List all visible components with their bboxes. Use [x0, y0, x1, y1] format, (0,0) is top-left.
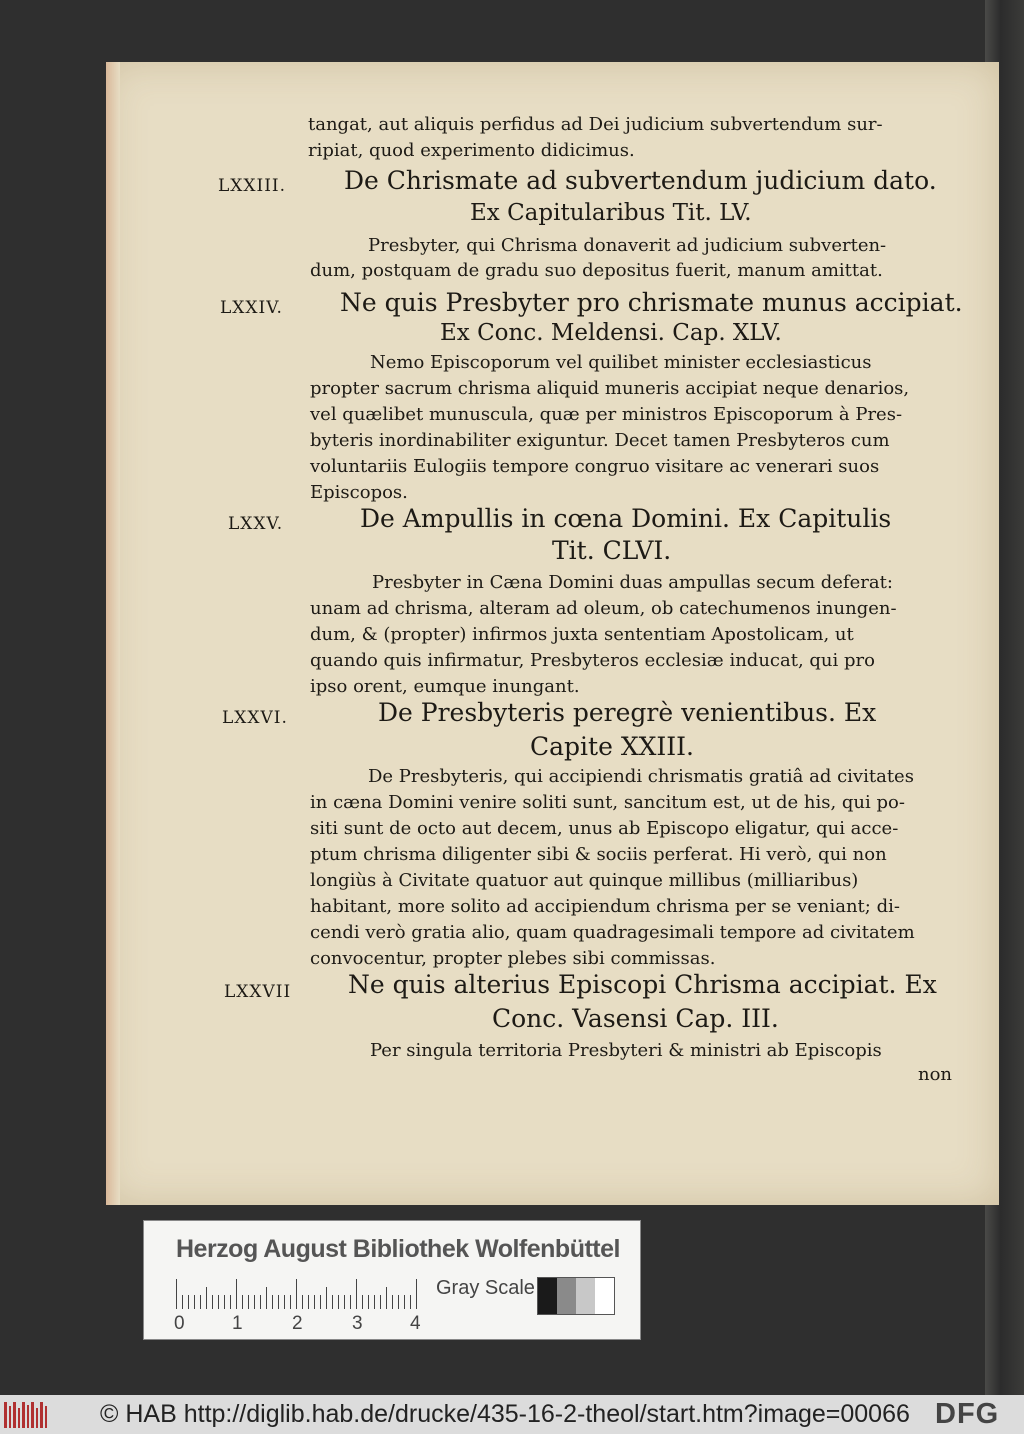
hab-logo-icon [4, 1400, 48, 1430]
page-edge [106, 62, 120, 1205]
footer-bar [0, 1395, 1024, 1434]
text-line: Episcopos. [310, 482, 408, 503]
ruler-tick [416, 1279, 417, 1309]
ruler-label: 2 [292, 1313, 303, 1334]
ruler-tick [272, 1295, 273, 1309]
text-line: tangat, aut aliquis perfidus ad Dei judicium subvertendum sur- [308, 114, 883, 135]
text-line: Per singula territoria Presbyteri & ministri ab Episcopis [370, 1040, 882, 1061]
text-line: ptum chrisma diligenter sibi & sociis perferat. Hi verò, qui non [310, 844, 887, 865]
ruler-tick [350, 1295, 351, 1309]
library-color-card [143, 1220, 641, 1340]
ruler-tick [404, 1295, 405, 1309]
ruler-tick [368, 1295, 369, 1309]
ruler-tick [344, 1295, 345, 1309]
ruler-tick [182, 1295, 183, 1309]
ruler-tick [314, 1295, 315, 1309]
text-line: cendi verò gratia alio, quam quadragesimali tempore ad civitatem [310, 922, 915, 943]
section-number: LXXV. [228, 514, 284, 534]
text-line: longiùs à Civitate quatuor aut quinque millibus (milliaribus) [310, 870, 859, 891]
swatch-white [595, 1278, 614, 1314]
text-line: byteris inordinabiliter exiguntur. Decet tamen Presbyteros cum [310, 430, 890, 451]
text-line: ipso orent, eumque inungant. [310, 676, 580, 697]
swatch-black [538, 1278, 557, 1314]
text-line: voluntariis Eulogiis tempore congruo visitare ac venerari suos [310, 456, 880, 477]
ruler-tick [410, 1295, 411, 1309]
ruler-tick [242, 1295, 243, 1309]
section-source: Ex Conc. Meldensi. Cap. XLV. [440, 320, 782, 346]
ruler-tick [320, 1295, 321, 1309]
ruler-label: 0 [174, 1313, 185, 1334]
text-line: Nemo Episcoporum vel quilibet minister ecclesiasticus [370, 352, 872, 373]
catchword: non [918, 1064, 953, 1085]
library-name: Herzog August Bibliothek Wolfenbüttel [176, 1235, 620, 1263]
text-line: convocentur, propter plebes sibi commissas. [310, 948, 716, 969]
text-line: habitant, more solito ad accipiendum chrisma per se veniant; di- [310, 896, 900, 917]
section-source: Capite XXIII. [530, 732, 694, 761]
ruler-tick [230, 1295, 231, 1309]
ruler-tick [254, 1295, 255, 1309]
text-line: vel quælibet munuscula, quæ per ministros Episcoporum à Pres- [310, 404, 903, 425]
ruler-tick [236, 1279, 237, 1309]
text-line: unam ad chrisma, alteram ad oleum, ob catechumenos inungen- [310, 598, 897, 619]
grayscale-swatches [537, 1277, 615, 1315]
ruler-tick [326, 1287, 327, 1309]
ruler-tick [224, 1295, 225, 1309]
ruler-tick [392, 1295, 393, 1309]
grayscale-label: Gray Scale [436, 1277, 535, 1299]
text-line: Presbyter, qui Chrisma donaverit ad judicium subverten- [368, 235, 887, 256]
section-number: LXXVII [224, 982, 292, 1002]
ruler-tick [194, 1295, 195, 1309]
section-source: Conc. Vasensi Cap. III. [492, 1004, 779, 1033]
ruler-tick [218, 1295, 219, 1309]
ruler-tick [260, 1295, 261, 1309]
ruler-tick [356, 1279, 357, 1309]
ruler-label: 1 [232, 1313, 243, 1334]
section-number: LXXVI. [222, 708, 288, 728]
ruler-tick [308, 1295, 309, 1309]
section-heading: De Chrismate ad subvertendum judicium dato. [344, 166, 937, 195]
source-url-link[interactable]: © HAB http://diglib.hab.de/drucke/435-16-2-theol/start.htm?image=00066 [100, 1400, 910, 1428]
ruler-label: 3 [352, 1313, 363, 1334]
scale-ruler [176, 1279, 424, 1309]
ruler-labels [172, 1313, 472, 1335]
ruler-tick [212, 1295, 213, 1309]
text-line: ripiat, quod experimento didicimus. [308, 140, 635, 161]
ruler-tick [248, 1295, 249, 1309]
swatch-gray [557, 1278, 576, 1314]
section-heading: Ne quis alterius Episcopi Chrisma accipiat. Ex [348, 970, 937, 999]
text-line: in cæna Domini venire soliti sunt, sancitum est, ut de his, qui po- [310, 792, 905, 813]
ruler-tick [266, 1287, 267, 1309]
ruler-tick [296, 1279, 297, 1309]
text-line: Presbyter in Cæna Domini duas ampullas secum deferat: [372, 572, 893, 593]
section-number: LXXIII. [218, 176, 287, 196]
section-source: Ex Capitularibus Tit. LV. [470, 200, 752, 226]
ruler-tick [302, 1295, 303, 1309]
text-line: propter sacrum chrisma aliquid muneris accipiat neque denarios, [310, 378, 910, 399]
text-line: dum, & (propter) infirmos juxta sententiam Apostolicam, ut [310, 624, 854, 645]
section-heading: Ne quis Presbyter pro chrismate munus accipiat. [340, 288, 963, 317]
section-heading: De Presbyteris peregrè venientibus. Ex [378, 698, 877, 727]
ruler-tick [332, 1295, 333, 1309]
section-source: Tit. CLVI. [552, 536, 672, 565]
text-line: quando quis infirmatur, Presbyteros ecclesiæ inducat, qui pro [310, 650, 875, 671]
ruler-tick [362, 1295, 363, 1309]
ruler-tick [188, 1295, 189, 1309]
dfg-logo: DFG [935, 1398, 1000, 1430]
section-heading: De Ampullis in cœna Domini. Ex Capitulis [360, 504, 892, 533]
swatch-light-gray [576, 1278, 595, 1314]
ruler-tick [278, 1295, 279, 1309]
ruler-tick [374, 1295, 375, 1309]
ruler-tick [338, 1295, 339, 1309]
ruler-tick [206, 1287, 207, 1309]
ruler-tick [380, 1295, 381, 1309]
section-number: LXXIV. [220, 298, 283, 318]
ruler-tick [284, 1295, 285, 1309]
text-line: dum, postquam de gradu suo depositus fuerit, manum amittat. [310, 260, 883, 281]
text-line: De Presbyteris, qui accipiendi chrismatis gratiâ ad civitates [368, 766, 914, 787]
ruler-tick [200, 1295, 201, 1309]
ruler-tick [398, 1295, 399, 1309]
ruler-label: 4 [410, 1313, 421, 1334]
ruler-tick [386, 1287, 387, 1309]
ruler-tick [176, 1279, 177, 1309]
text-line: siti sunt de octo aut decem, unus ab Episcopo eligatur, qui acce- [310, 818, 899, 839]
ruler-tick [290, 1295, 291, 1309]
